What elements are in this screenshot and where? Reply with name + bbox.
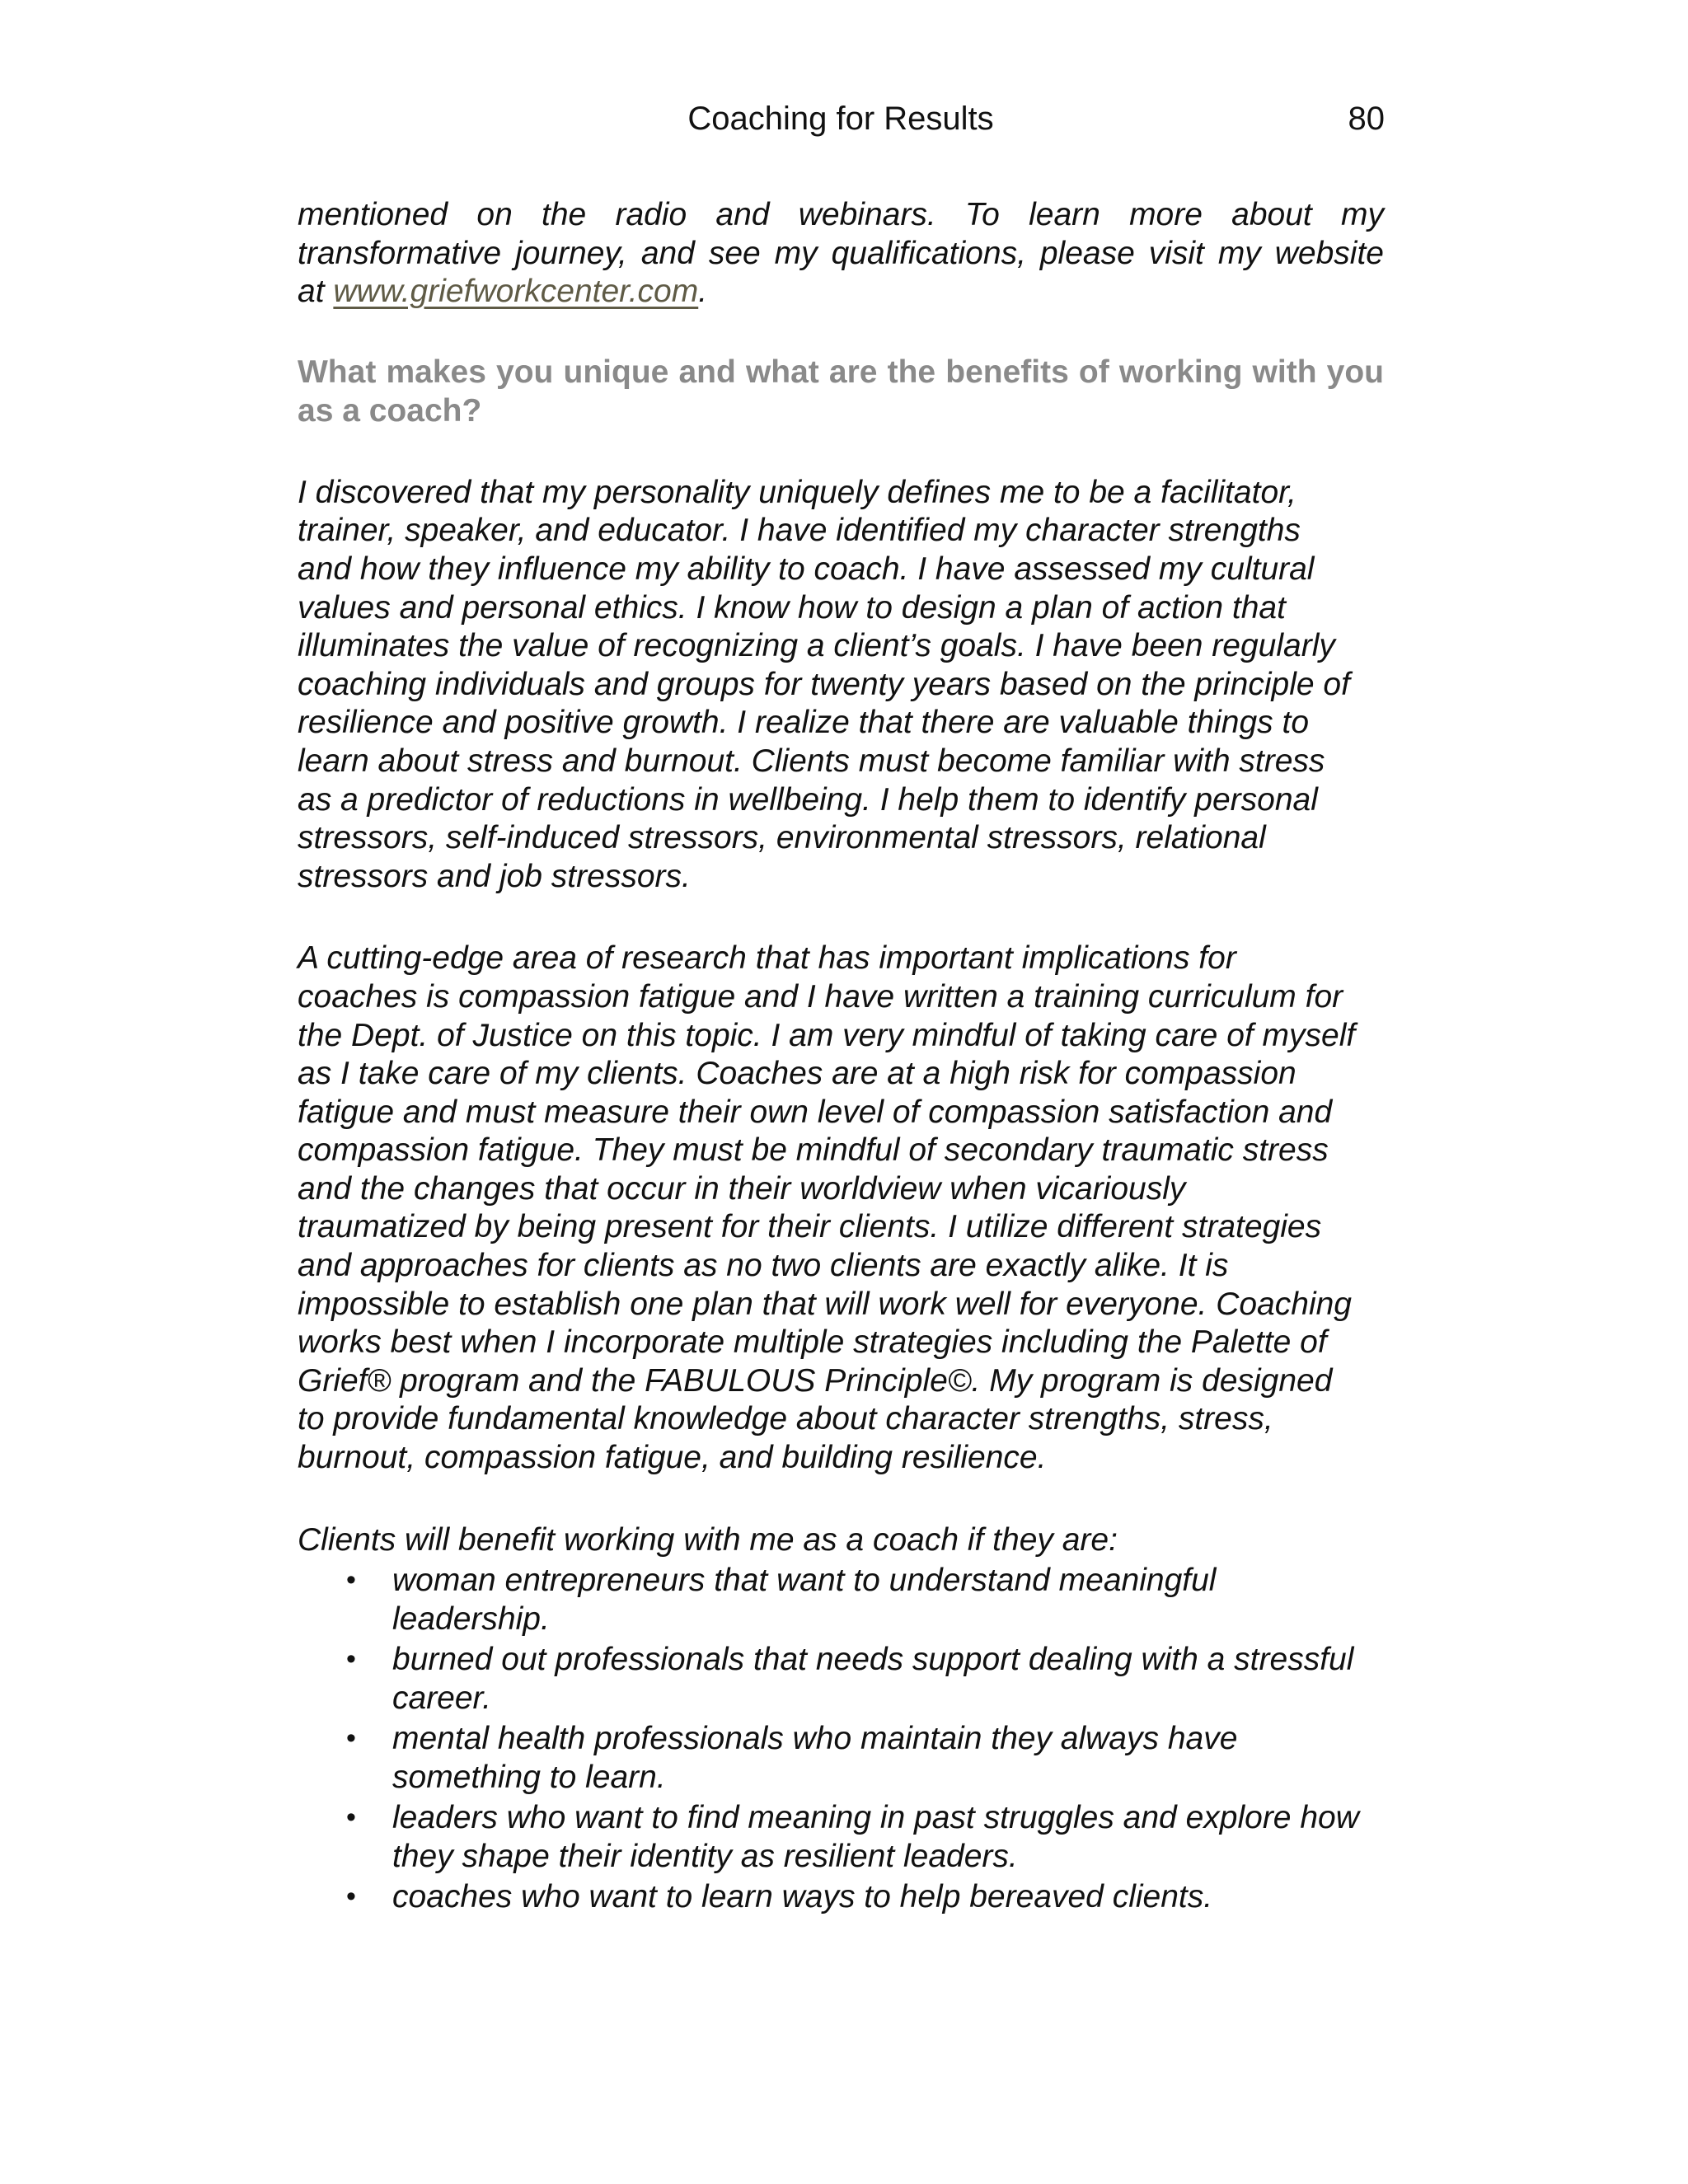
intro-suffix: . [698, 274, 708, 310]
benefits-list [298, 1561, 1384, 1916]
list-item-line: burned out professionals that needs support dealing with a stressful [392, 1642, 1354, 1678]
intro-prefix: at [298, 274, 325, 310]
list-item-line: career. [392, 1680, 491, 1717]
paragraph-line: coaches is compassion fatigue and I have written a training curriculum for [298, 978, 1343, 1015]
list-item-line: mental health professionals who maintain they always have [392, 1721, 1238, 1757]
paragraph-line: resilience and positive growth. I realize that there are valuable things to [298, 705, 1310, 741]
paragraph-personality [298, 474, 1384, 897]
list-item [346, 1640, 1384, 1718]
paragraph-line: I discovered that my personality uniquely defines me to be a facilitator, [298, 474, 1296, 510]
paragraph-compassion-fatigue [298, 940, 1384, 1477]
paragraph-line: learn about stress and burnout. Clients must become familiar with stress [298, 743, 1325, 779]
paragraph-line: works best when I incorporate multiple strategies including the Palette of [298, 1324, 1327, 1361]
page-body [298, 196, 1384, 1916]
paragraph-line: values and personal ethics. I know how to design a plan of action that [298, 589, 1286, 626]
list-item-line: leaders who want to find meaning in past struggles and explore how [392, 1800, 1359, 1836]
list-item [346, 1719, 1384, 1797]
paragraph-line: trainer, speaker, and educator. I have identified my character strengths [298, 513, 1301, 549]
paragraph-line: A cutting-edge area of research that has important implications for [298, 940, 1236, 977]
list-item [346, 1877, 1384, 1916]
list-item [346, 1798, 1384, 1876]
intro-text: mentioned on the radio and webinars. To learn more about my transformative journey, and see my qualifications, please visit my website [298, 197, 1384, 271]
paragraph-line: compassion fatigue. They must be mindful of secondary traumatic stress [298, 1132, 1329, 1169]
paragraph-line: as a predictor of reductions in wellbeing. I help them to identify personal [298, 781, 1318, 818]
bullet-icon: • [346, 1881, 356, 1913]
list-item-line: something to learn. [392, 1760, 666, 1796]
running-header [297, 97, 1385, 140]
list-item-line: coaches who want to learn ways to help bereaved clients. [392, 1879, 1213, 1915]
bullet-icon: • [346, 1564, 356, 1596]
list-item-line: woman entrepreneurs that want to understand meaningful [392, 1563, 1217, 1599]
paragraph-line: and the changes that occur in their worldview when vicariously [298, 1170, 1186, 1207]
paragraph-line: Grief® program and the FABULOUS Principle©. My program is designed [298, 1362, 1333, 1399]
paragraph-line: coaching individuals and groups for twenty years based on the principle of [298, 666, 1350, 702]
paragraph-line: impossible to establish one plan that will work well for everyone. Coaching [298, 1286, 1352, 1322]
benefits-intro: Clients will benefit working with me as a coach if they are: [298, 1521, 1118, 1558]
section-question: What makes you unique and what are the benefits of working with you as a coach? [298, 354, 1384, 429]
bullet-icon: • [346, 1643, 356, 1675]
paragraph-line: to provide fundamental knowledge about character strengths, stress, [298, 1401, 1273, 1437]
bullet-icon: • [346, 1802, 356, 1834]
paragraph-line: burnout, compassion fatigue, and building resilience. [298, 1440, 1047, 1476]
website-link[interactable]: www.griefworkcenter.com [333, 274, 699, 310]
paragraph-line: stressors and job stressors. [298, 858, 691, 894]
paragraph-line: fatigue and must measure their own level of compassion satisfaction and [298, 1094, 1333, 1130]
running-title: Coaching for Results [687, 101, 994, 137]
list-item-line: leadership. [392, 1601, 550, 1638]
intro-paragraph [298, 196, 1384, 312]
paragraph-line: illuminates the value of recognizing a client’s goals. I have been regularly [298, 628, 1335, 664]
page-number: 80 [1348, 101, 1385, 137]
paragraph-line: traumatized by being present for their clients. I utilize different strategies [298, 1209, 1322, 1245]
paragraph-line: as I take care of my clients. Coaches are at a high risk for compassion [298, 1056, 1296, 1092]
list-item-line: they shape their identity as resilient leaders. [392, 1839, 1018, 1875]
paragraph-line: and approaches for clients as no two clients are exactly alike. It is [298, 1248, 1229, 1284]
paragraph-line: stressors, self-induced stressors, environmental stressors, relational [298, 820, 1266, 856]
paragraph-line: the Dept. of Justice on this topic. I am very mindful of taking care of myself [298, 1017, 1356, 1053]
paragraph-line: and how they influence my ability to coach. I have assessed my cultural [298, 551, 1315, 587]
bullet-icon: • [346, 1722, 356, 1755]
list-item [346, 1561, 1384, 1638]
